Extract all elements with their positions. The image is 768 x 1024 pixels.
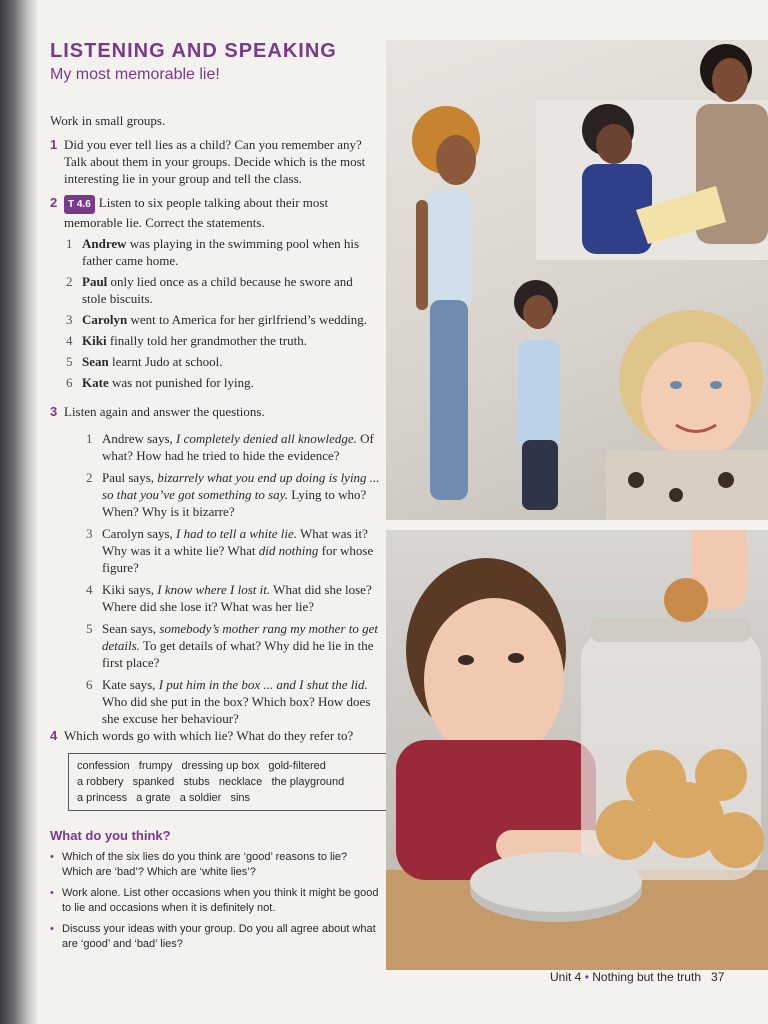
photo-collage xyxy=(386,40,768,980)
word-box-line: a robbery spanked stubs necklace the playground xyxy=(77,776,345,788)
question-item: 2 Paul says, bizarrely what you end up doing is lying ... so that you’ve got something to say. Lying to who? When? Why is it bizarre? xyxy=(86,470,380,519)
question-item: 3 Carolyn says, I had to tell a white lie. What was it? Why was it a white lie? What did nothing for whose figure? xyxy=(86,526,374,575)
question-4 xyxy=(50,727,380,744)
question-list xyxy=(50,430,380,727)
question-text: Did you ever tell lies as a child? Can you remember any? Talk about them in your groups. Decide which is the most interesting lie in your group and tell the class. xyxy=(64,137,366,186)
word-box xyxy=(68,753,388,811)
photo-children-and-adults xyxy=(386,40,768,520)
unit-title: Nothing but the truth xyxy=(592,970,701,984)
question-3 xyxy=(50,403,380,732)
footer-separator: • xyxy=(584,970,589,984)
word-box-line: a princess a grate a soldier sins xyxy=(77,792,251,804)
intro-text: Work in small groups. xyxy=(50,113,166,128)
audio-track-tag: T 4.6 xyxy=(64,195,95,214)
page-footer xyxy=(550,970,724,984)
question-item: 6 Kate says, I put him in the box ... and I shut the lid. Who did she put in the box? Which box? How does she excuse her behaviour? xyxy=(86,677,371,726)
book-spine-shadow xyxy=(0,0,38,1024)
illustration-cookie-jar xyxy=(386,530,768,970)
question-number: 2 xyxy=(50,195,58,210)
question-item: 1 Andrew says, I completely denied all knowledge. Of what? How had he tried to hide the evidence? xyxy=(86,431,374,463)
question-number: 3 xyxy=(50,404,58,419)
question-2 xyxy=(50,194,380,395)
question-text: Which words go with which lie? What do they refer to? xyxy=(64,728,354,743)
question-item: 4 Kiki says, I know where I lost it. What did she lose? Where did she lose it? What was her lie? xyxy=(86,582,372,614)
statement-item: 5 Sean learnt Judo at school. xyxy=(66,354,223,369)
discussion-bullets xyxy=(50,850,380,958)
photo-boy-with-cookie-jar xyxy=(386,530,768,970)
statement-item: 2 Paul only lied once as a child because he swore and stole biscuits. xyxy=(66,274,353,306)
question-text: T 4.6 Listen to six people talking about their most memorable lie. Correct the statements. xyxy=(64,195,329,230)
statement-item: 1 Andrew was playing in the swimming pool when his father came home. xyxy=(66,236,360,268)
question-1 xyxy=(50,136,380,187)
discussion-bullet: • Discuss your ideas with your group. Do you all agree about what are ‘good’ and ‘bad’ lies? xyxy=(50,922,380,952)
section-title: LISTENING AND SPEAKING xyxy=(50,40,337,62)
illustration-people xyxy=(386,40,768,520)
statement-item: 3 Carolyn went to America for her girlfriend’s wedding. xyxy=(66,312,367,327)
what-do-you-think-heading: What do you think? xyxy=(50,828,171,843)
statement-item: 4 Kiki finally told her grandmother the truth. xyxy=(66,333,307,348)
discussion-bullet: • Which of the six lies do you think are ‘good’ reasons to lie? Which are ‘bad’? Which are ‘white lies’? xyxy=(50,850,380,880)
page-number: 37 xyxy=(711,970,725,984)
question-number: 4 xyxy=(50,728,58,743)
question-number: 1 xyxy=(50,137,58,152)
statement-list xyxy=(50,235,380,391)
section-subtitle: My most memorable lie! xyxy=(50,66,220,83)
statement-item: 6 Kate was not punished for lying. xyxy=(66,375,254,390)
discussion-bullet: • Work alone. List other occasions when you think it might be good to lie and occasions when it is definitely not. xyxy=(50,886,380,916)
textbook-page xyxy=(38,0,768,1024)
word-box-line: confession frumpy dressing up box gold-filtered xyxy=(77,760,326,772)
question-item: 5 Sean says, somebody’s mother rang my mother to get details. To get details of what? Why did he lie in the first place? xyxy=(86,621,378,670)
unit-number: Unit 4 xyxy=(550,970,582,984)
question-text: Listen again and answer the questions. xyxy=(64,404,265,419)
